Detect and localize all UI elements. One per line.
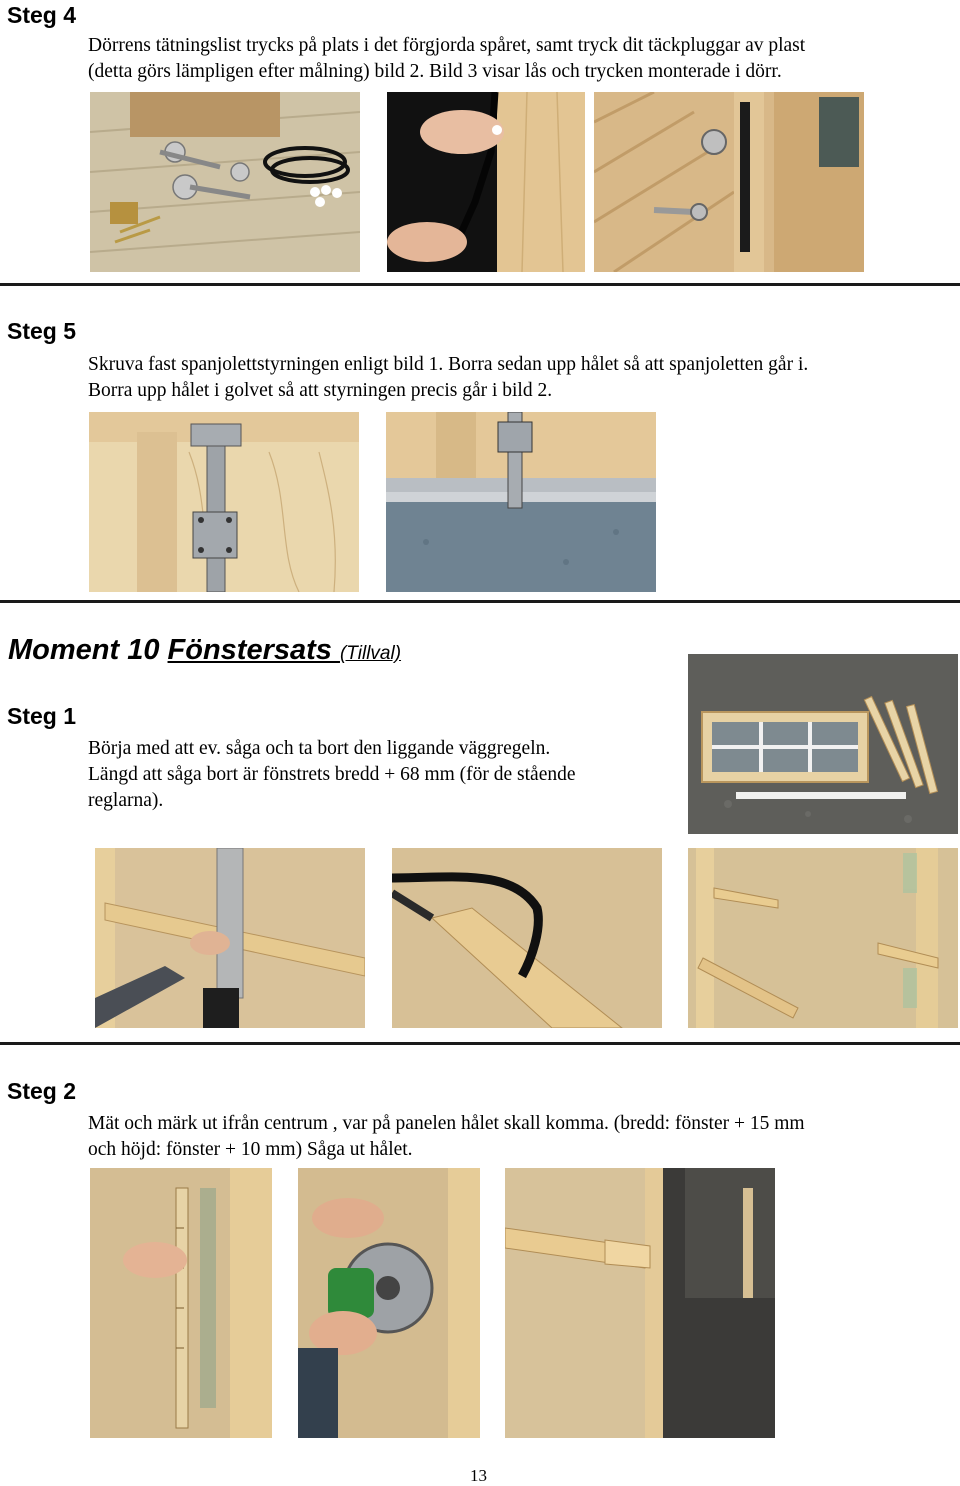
photo-espagnolette-guide [89,412,359,592]
steg1-line1: Börja med att ev. såga och ta bort den liggande väggregeln. [88,738,551,759]
photo-rail-removed [688,848,958,1028]
steg4-line1: Dörrens tätningslist trycks på plats i det förgjorda spåret, samt tryck dit täckpluggar av plast [88,35,806,56]
photo-cut-hole [505,1168,775,1438]
steg5-line2: Borra upp hålet i golvet så att styrningen precis går i bild 2. [88,380,553,401]
photo-floor-guide [386,412,656,592]
photo-seal-install [387,92,585,272]
photo-measure [90,1168,272,1438]
steg2-line2: och höjd: fönster + 10 mm) Såga ut hålet. [88,1139,413,1160]
photo-crowbar [392,848,662,1028]
steg1-line3: reglarna). [88,790,164,811]
photo-window-kit [688,654,958,834]
steg4-heading: Steg 4 [7,2,77,28]
moment10-title [8,633,401,671]
moment10-option: (Tillval) [339,643,402,664]
photo-lock-parts [90,92,360,272]
moment10-prefix: Moment 10 [8,634,168,666]
steg2-heading: Steg 2 [7,1078,77,1104]
section-divider [0,283,960,286]
steg2-line1: Mät och märk ut ifrån centrum , var på panelen hålet skall komma. (bredd: fönster + 15 mm [88,1113,805,1134]
steg5-line1: Skruva fast spanjolettstyrningen enligt bild 1. Borra sedan upp hålet så att spanjoletten går i. [88,354,809,375]
photo-circular-saw [298,1168,480,1438]
photo-mounted-lock [594,92,864,272]
steg1-heading: Steg 1 [7,703,77,729]
page-number: 13 [470,1466,487,1485]
steg1-line2: Längd att såga bort är fönstrets bredd + 68 mm (för de stående [88,764,576,785]
section-divider [0,1042,960,1045]
steg5-heading: Steg 5 [7,318,77,344]
section-divider [0,600,960,603]
moment10-name: Fönstersats [167,634,340,666]
steg4-line2: (detta görs lämpligen efter målning) bild 2. Bild 3 visar lås och trycken monterade i dörr. [88,61,782,82]
photo-saw-rail [95,848,365,1028]
